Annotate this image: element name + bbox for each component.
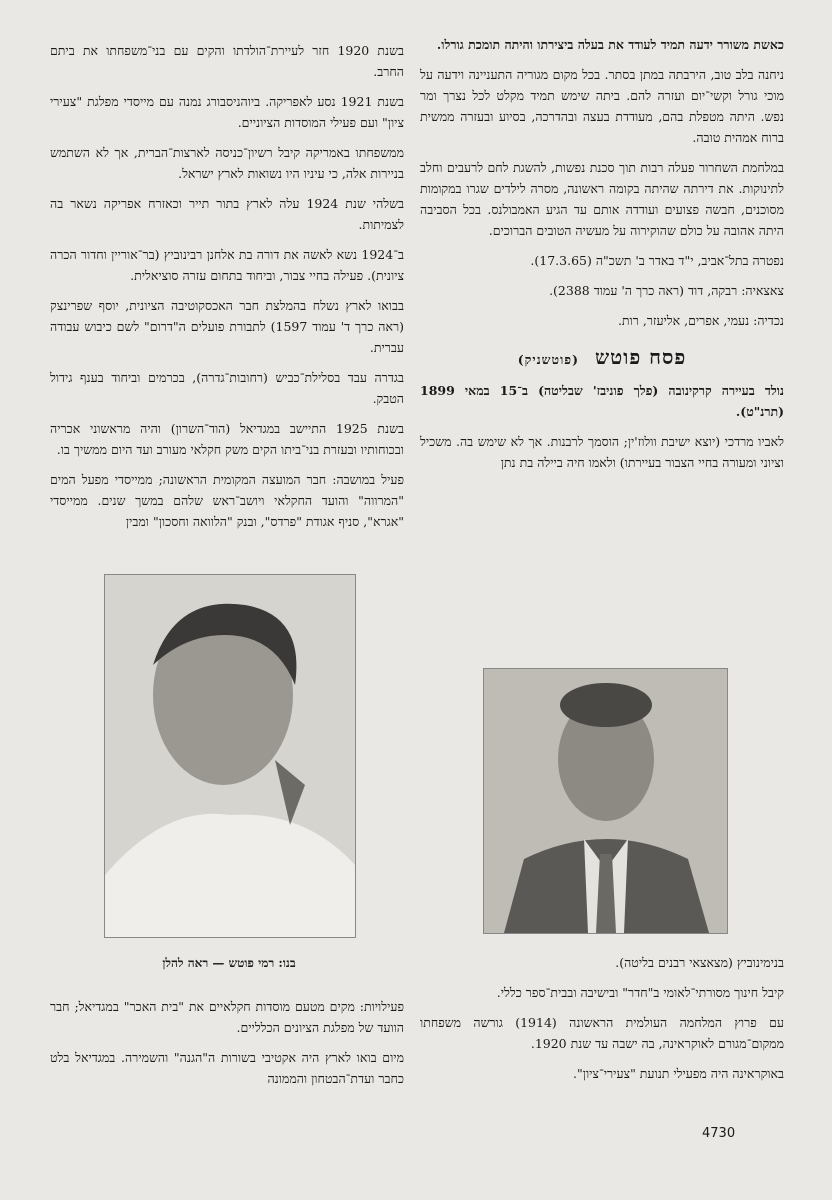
portrait-photo-elderly-man	[483, 668, 728, 934]
left-column-lower	[50, 996, 404, 1098]
paragraph: במלחמת השחרור פעלה רבות תוך סכנת נפשות, להשגת לחם לרעבים וחלב לתינוקות. את דירתה שהיתה בקומה ראשונה, מסרה לילדים שגרו במקומות מסוכנים, חבשה פצועים ועודדה אותם עד הגיע האמבולנס. בכל הסביבה היתה אהובה על כולם שהוקירוה על מעשיה הטובים הברוכים.	[420, 160, 784, 238]
paragraph: פעיל במושבה: חבר המועצה המקומית הראשונה; ממייסדי מפעל המים "המרווה" והועד החקלאי ויושב־ראש שלהם במשך שנים. ממייסדי "אגרא", סניף אגודת "פרדס", ובנק "הלוואה וחסכון" ומבין	[50, 472, 404, 529]
right-column	[420, 34, 784, 482]
photo-caption: בנו: רמי פוטש — ראה להלן	[162, 956, 296, 970]
paragraph: באוקראינה היה מפעילי תנועת "צעירי־ציון".	[573, 1066, 784, 1081]
person-name-alt: (פוטשניק)	[517, 352, 579, 367]
paragraph: ב־1924 נשא לאשה את דורה בת אלחנן רבינוביץ (בר־אוריין וחדור הכרה ציונית). פעילה בחיי צבור, וביחוד בתחום עזרה סוציאלית.	[50, 247, 404, 283]
paragraph: בבואו לארץ נשלח בהמלצת חבר האכסקוטיבה הציונית, יוסף שפרינצק (ראה כרך ד' עמוד 1597) לתבורת פועלים ה"דרום" לשם כיבוש עבודה עברית.	[50, 298, 404, 355]
paragraph: בשנת 1925 התיישב במגדיאל (הוד־השרון) והיה מראשוני אכריה ובכוחותיו ובעזרת בני־ביתו הקים משק חקלאי מעורב ועד היום ממשיך בו.	[50, 421, 404, 457]
paragraph: כאשת משורר ידעה תמיד לעודד את בעלה ביצירתו והיתה תומכת גורלו.	[436, 37, 784, 52]
section-title	[420, 347, 784, 370]
right-column-lower	[420, 952, 784, 1093]
page-number: 4730	[702, 1126, 736, 1141]
paragraph: ניחנה בלב טוב, הירבתה במתן בסתר. בכל מקום מגוריה התעניינה וידעה על מוכי גורל וקשי־יום ועזרה להם. ביתה שימש תמיד מקלט לכל נצרך ומר נפש. היתה מטפלת בהם, מעודדת בעצה ובהדרכה, בסיוע ובעזרה ממשית ברוח אמהית טובה.	[420, 67, 784, 145]
paragraph: לאביו מרדכי (יוצא ישיבת וולוז'ין; הוסמך לרבנות. אך לא שימש בה. משכיל וציוני ומעורה בחיי הצבור בעיירתו) ולאמו חיה ביילה בת נתן	[420, 434, 784, 470]
paragraph: בשנת 1921 נסע לאפריקה. ביוהניסבורג נמנה עם מייסדי מפלגת "צעירי ציון" ועם פעילי המוסדות הציוניים.	[50, 94, 404, 130]
paragraph: ממשפחתו באמריקה קיבל רשיון־כניסה לארצות־הברית, אך לא השתמש בניירות אלה, כי עיניו היו נשואות לארץ ישראל.	[50, 145, 404, 181]
paragraph: עם פרוץ המלחמה העולמית הראשונה (1914) גורשה משפחתו ממקום־מגורם לאוקראינה, בה ישבה עד שנת 1920.	[420, 1015, 785, 1051]
portrait-photo-young-man	[104, 574, 356, 938]
paragraph: בשלהי שנת 1924 עלה לארץ בתור תייר וכאזרח אפריקה נשאר בה לצמיתות.	[50, 196, 404, 232]
portrait-image	[105, 575, 355, 937]
paragraph: בשנת 1920 חזר לעיירת־הולדתו והקים עם בני־משפחתו את ביתם החרב.	[50, 43, 404, 79]
paragraph: נפטרה בתל־אביב, י"ד באדר ב' תשכ"ה (17.3.65).	[530, 253, 784, 268]
paragraph: קיבל חינוך מסורתי־לאומי ב"חדר" ובישיבה ובבית־ספר כללי.	[496, 985, 784, 1000]
person-name: פסח פוטש	[594, 345, 687, 369]
paragraph: בגדרה עבד בסלילת־כביש (רחובות־גדרה), בכרמים וביחוד בענף גידול הטבק.	[50, 370, 404, 406]
portrait-image	[484, 669, 727, 933]
paragraph: נכדיה: נעמי, אפרים, אליעזר, רות.	[617, 313, 784, 328]
paragraph: פעילויות: מקים מטעם מוסדות חקלאיים את "בית האכר" במגדיאל; חבר הוועד של מפלגת הציונים הכלליים.	[50, 999, 404, 1035]
paragraph: מיום בואו לארץ היה אקטיבי בשורות ה"הגנה" והשמירה. במגדיאל בלט כחבר ועדת־הבטחון והממונה	[50, 1050, 404, 1086]
paragraph: צאצאיה: רבקה, דוד (ראה כרך ה' עמוד 2388).	[549, 283, 784, 298]
paragraph: בנימינוביץ (מצאצאי רבנים בליטה).	[615, 955, 784, 970]
paragraph: נולד בעיירה קרקינובה (פלך פוניבז' שבליטה) ב־15 במאי 1899 (תרנ"ט).	[420, 383, 784, 419]
left-column	[50, 40, 404, 541]
